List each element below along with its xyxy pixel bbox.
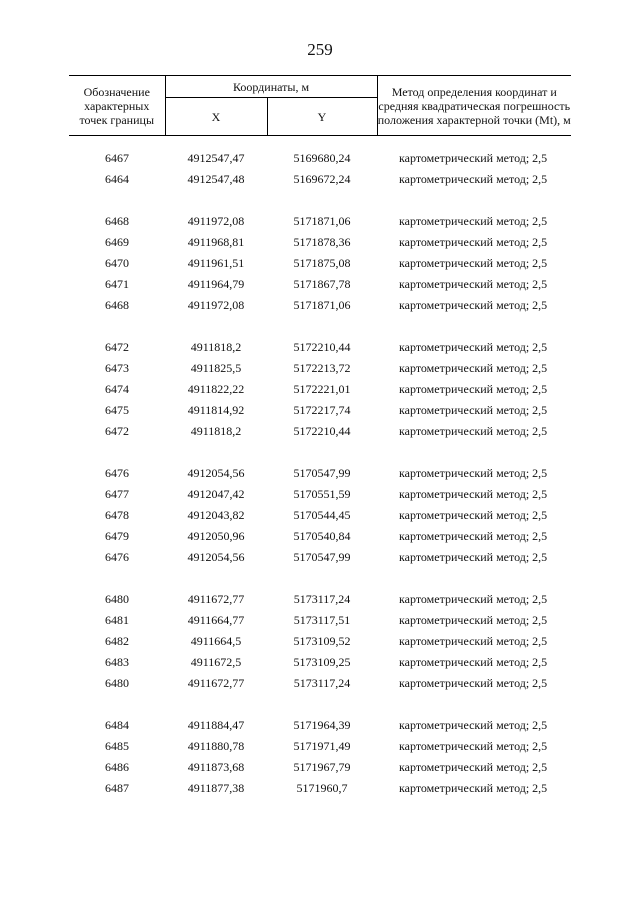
- table-row: [69, 169, 571, 190]
- y-cell: 5173117,51: [293, 613, 351, 627]
- y-cell: 5172210,44: [293, 340, 351, 354]
- point-cell: 6477: [105, 487, 129, 501]
- x-cell: 4911873,68: [187, 760, 245, 774]
- method-cell: картометрический метод; 2,5: [399, 613, 548, 627]
- table-row: [69, 631, 571, 652]
- header-method: Метод определения координат и средняя квадратическая погрешность положения характерной точки (Mt), м: [377, 76, 571, 136]
- y-cell: 5169680,24: [293, 151, 351, 165]
- method-cell: картометрический метод; 2,5: [399, 718, 548, 732]
- table-row: [69, 736, 571, 757]
- group-spacer: [69, 136, 571, 149]
- x-cell: 4911664,77: [187, 613, 245, 627]
- point-cell: 6483: [105, 655, 129, 669]
- point-cell: 6473: [105, 361, 129, 375]
- method-cell: картометрический метод; 2,5: [399, 424, 548, 438]
- point-cell: 6482: [105, 634, 129, 648]
- group-spacer: [69, 442, 571, 463]
- y-cell: 5173117,24: [293, 676, 351, 690]
- point-cell: 6478: [105, 508, 129, 522]
- table-row: [69, 358, 571, 379]
- y-cell: 5171964,39: [293, 718, 351, 732]
- method-cell: картометрический метод; 2,5: [399, 382, 548, 396]
- method-cell: картометрический метод; 2,5: [399, 298, 548, 312]
- table-row: [69, 778, 571, 799]
- x-cell: 4912050,96: [187, 529, 245, 543]
- point-cell: 6472: [105, 340, 129, 354]
- point-cell: 6484: [105, 718, 129, 732]
- point-cell: 6471: [105, 277, 129, 291]
- spacer-cell: [69, 694, 571, 715]
- point-cell: 6485: [105, 739, 129, 753]
- group-spacer: [69, 694, 571, 715]
- coordinates-table-wrapper: [69, 75, 571, 799]
- x-cell: 4911961,51: [187, 256, 245, 270]
- point-cell: 6468: [105, 298, 129, 312]
- table-body: [69, 136, 571, 800]
- y-cell: 5171871,06: [293, 214, 351, 228]
- y-cell: 5170547,99: [293, 550, 351, 564]
- header-coordinates: Координаты, м: [165, 76, 377, 98]
- x-cell: 4912547,47: [187, 151, 245, 165]
- y-cell: 5170544,45: [293, 508, 351, 522]
- table-row: [69, 400, 571, 421]
- x-cell: 4911972,08: [187, 298, 245, 312]
- point-cell: 6487: [105, 781, 129, 795]
- point-cell: 6480: [105, 592, 129, 606]
- table-row: [69, 295, 571, 316]
- table-row: [69, 253, 571, 274]
- header-designation: Обозначение характерных точек границы: [69, 76, 165, 136]
- point-cell: 6469: [105, 235, 129, 249]
- method-cell: картометрический метод; 2,5: [399, 256, 548, 270]
- y-cell: 5171871,06: [293, 298, 351, 312]
- spacer-cell: [69, 136, 571, 149]
- table-row: [69, 673, 571, 694]
- header-x: X: [165, 98, 267, 136]
- group-spacer: [69, 316, 571, 337]
- table-row: [69, 484, 571, 505]
- y-cell: 5172217,74: [293, 403, 351, 417]
- point-cell: 6467: [105, 151, 129, 165]
- table-row: [69, 610, 571, 631]
- table-row: [69, 505, 571, 526]
- x-cell: 4911672,5: [190, 655, 242, 669]
- point-cell: 6472: [105, 424, 129, 438]
- method-cell: картометрический метод; 2,5: [399, 361, 548, 375]
- y-cell: 5171960,7: [296, 781, 348, 795]
- y-cell: 5172210,44: [293, 424, 351, 438]
- x-cell: 4911880,78: [187, 739, 245, 753]
- x-cell: 4911964,79: [187, 277, 245, 291]
- y-cell: 5172213,72: [293, 361, 351, 375]
- page-number: 259: [307, 40, 333, 59]
- method-cell: картометрический метод; 2,5: [399, 277, 548, 291]
- method-cell: картометрический метод; 2,5: [399, 634, 548, 648]
- x-cell: 4911664,5: [190, 634, 242, 648]
- x-cell: 4911818,2: [190, 424, 242, 438]
- y-cell: 5171878,36: [293, 235, 351, 249]
- method-cell: картометрический метод; 2,5: [399, 676, 548, 690]
- method-cell: картометрический метод; 2,5: [399, 739, 548, 753]
- table-row: [69, 547, 571, 568]
- point-cell: 6468: [105, 214, 129, 228]
- y-cell: 5173109,25: [293, 655, 351, 669]
- group-spacer: [69, 568, 571, 589]
- table-row: [69, 211, 571, 232]
- table-row: [69, 379, 571, 400]
- point-cell: 6479: [105, 529, 129, 543]
- table-row: [69, 421, 571, 442]
- coordinates-table: [69, 75, 571, 799]
- x-cell: 4911814,92: [187, 403, 245, 417]
- y-cell: 5173109,52: [293, 634, 351, 648]
- x-cell: 4911672,77: [187, 592, 245, 606]
- spacer-cell: [69, 442, 571, 463]
- method-cell: картометрический метод; 2,5: [399, 592, 548, 606]
- method-cell: картометрический метод; 2,5: [399, 529, 548, 543]
- point-cell: 6464: [105, 172, 129, 186]
- x-cell: 4911968,81: [187, 235, 245, 249]
- y-cell: 5172221,01: [293, 382, 351, 396]
- spacer-cell: [69, 190, 571, 211]
- table-row: [69, 463, 571, 484]
- method-cell: картометрический метод; 2,5: [399, 172, 548, 186]
- point-cell: 6475: [105, 403, 129, 417]
- x-cell: 4911818,2: [190, 340, 242, 354]
- point-cell: 6476: [105, 550, 129, 564]
- table-row: [69, 148, 571, 169]
- x-cell: 4911877,38: [187, 781, 245, 795]
- method-cell: картометрический метод; 2,5: [399, 655, 548, 669]
- x-cell: 4911884,47: [187, 718, 245, 732]
- method-cell: картометрический метод; 2,5: [399, 340, 548, 354]
- spacer-cell: [69, 568, 571, 589]
- x-cell: 4911825,5: [190, 361, 242, 375]
- group-spacer: [69, 190, 571, 211]
- y-cell: 5170547,99: [293, 466, 351, 480]
- table-header: [69, 76, 571, 136]
- table-row: [69, 274, 571, 295]
- table-row: [69, 589, 571, 610]
- y-cell: 5170540,84: [293, 529, 351, 543]
- x-cell: 4912054,56: [187, 466, 245, 480]
- point-cell: 6481: [105, 613, 129, 627]
- table-row: [69, 232, 571, 253]
- y-cell: 5171867,78: [293, 277, 351, 291]
- point-cell: 6474: [105, 382, 129, 396]
- y-cell: 5170551,59: [293, 487, 351, 501]
- method-cell: картометрический метод; 2,5: [399, 151, 548, 165]
- point-cell: 6470: [105, 256, 129, 270]
- method-cell: картометрический метод; 2,5: [399, 760, 548, 774]
- x-cell: 4911822,22: [187, 382, 245, 396]
- method-cell: картометрический метод; 2,5: [399, 235, 548, 249]
- y-cell: 5169672,24: [293, 172, 351, 186]
- method-cell: картометрический метод; 2,5: [399, 550, 548, 564]
- y-cell: 5171971,49: [293, 739, 351, 753]
- y-cell: 5171967,79: [293, 760, 351, 774]
- method-cell: картометрический метод; 2,5: [399, 487, 548, 501]
- x-cell: 4911672,77: [187, 676, 245, 690]
- table-row: [69, 652, 571, 673]
- method-cell: картометрический метод; 2,5: [399, 781, 548, 795]
- spacer-cell: [69, 316, 571, 337]
- table-row: [69, 337, 571, 358]
- header-y: Y: [267, 98, 377, 136]
- method-cell: картометрический метод; 2,5: [399, 403, 548, 417]
- x-cell: 4911972,08: [187, 214, 245, 228]
- x-cell: 4912054,56: [187, 550, 245, 564]
- table-row: [69, 526, 571, 547]
- method-cell: картометрический метод; 2,5: [399, 508, 548, 522]
- point-cell: 6486: [105, 760, 129, 774]
- table-row: [69, 757, 571, 778]
- method-cell: картометрический метод; 2,5: [399, 466, 548, 480]
- table-row: [69, 715, 571, 736]
- y-cell: 5173117,24: [293, 592, 351, 606]
- point-cell: 6476: [105, 466, 129, 480]
- method-cell: картометрический метод; 2,5: [399, 214, 548, 228]
- y-cell: 5171875,08: [293, 256, 351, 270]
- x-cell: 4912047,42: [187, 487, 245, 501]
- point-cell: 6480: [105, 676, 129, 690]
- x-cell: 4912043,82: [187, 508, 245, 522]
- x-cell: 4912547,48: [187, 172, 245, 186]
